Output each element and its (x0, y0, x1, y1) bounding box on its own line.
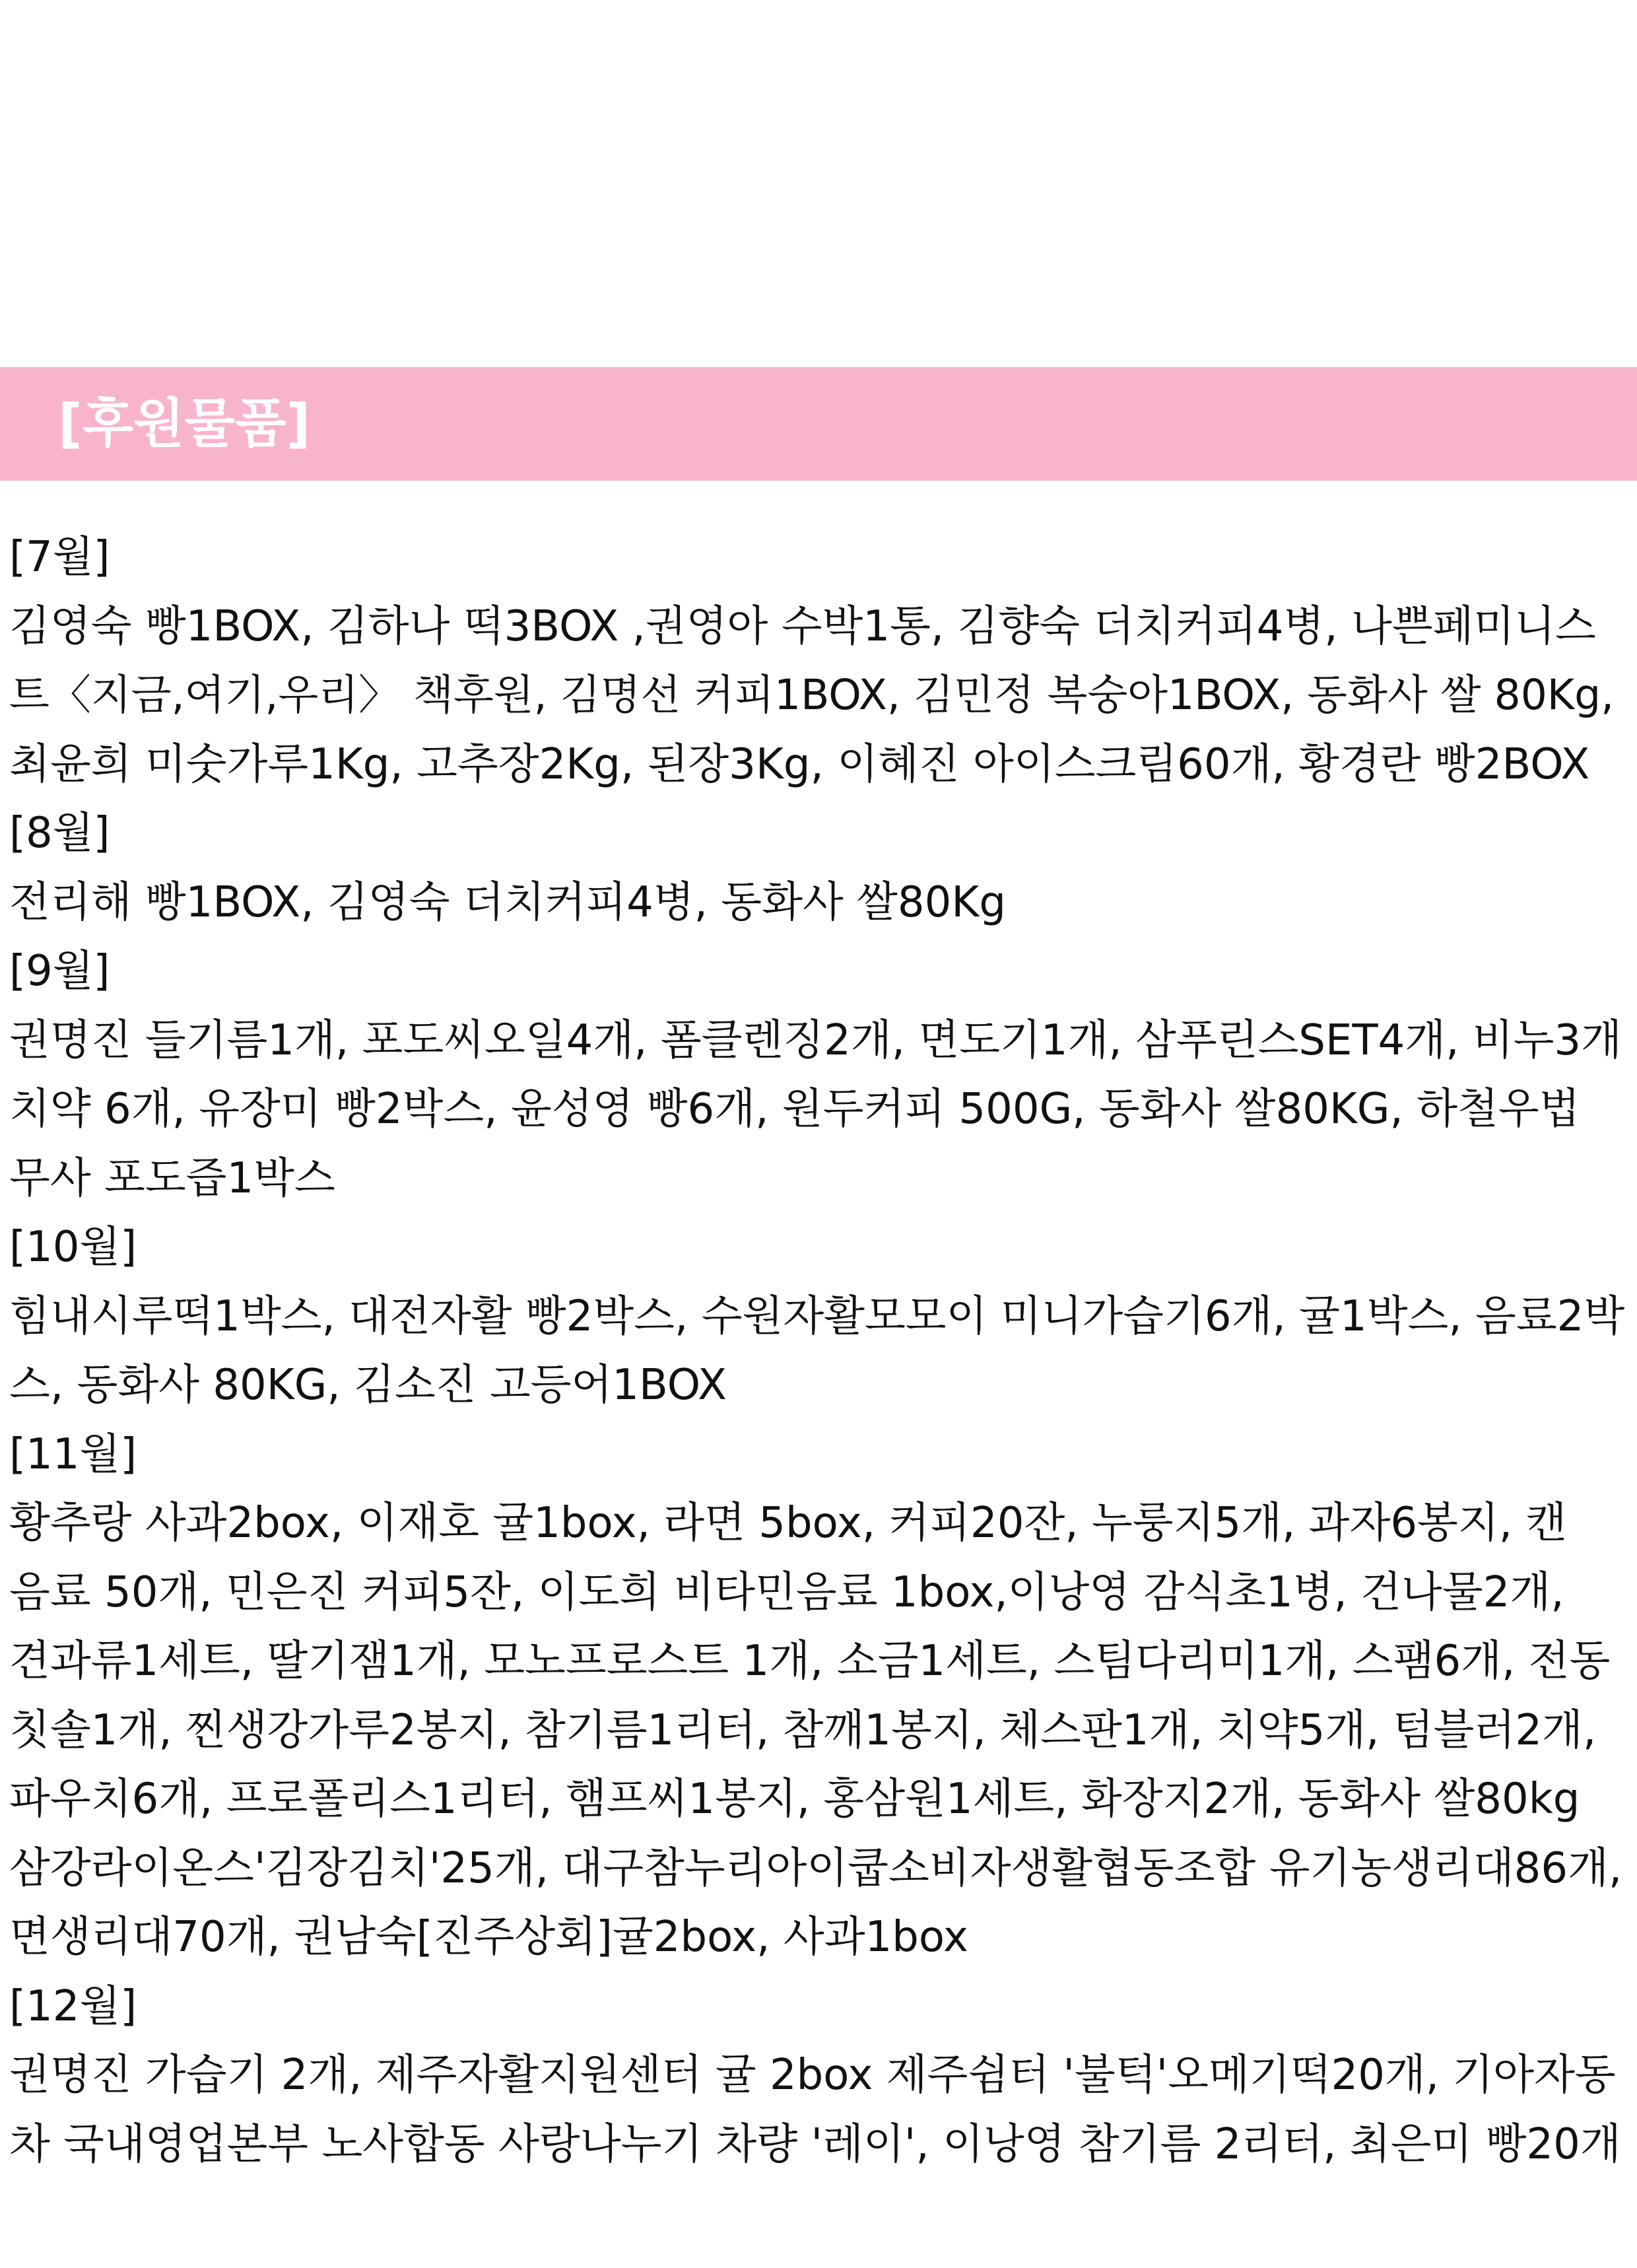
month-heading: [8월] (9, 809, 110, 858)
month-heading: [12월] (9, 1981, 137, 2031)
donation-line: 황추랑 사과2box, 이재호 귤1box, 라면 5box, 커피20잔, 누룽지5개, 과자6봉지, 캔 (9, 1499, 1567, 1548)
month-block-august (9, 799, 1626, 937)
donation-line: 스, 동화사 80KG, 김소진 고등어1BOX (9, 1361, 727, 1410)
month-heading: [7월] (9, 533, 110, 582)
month-block-july (9, 523, 1626, 799)
donation-line: 트〈지금,여기,우리〉 책후원, 김명선 커피1BOX, 김민정 복숭아1BOX, 동화사 쌀 80Kg, (9, 671, 1615, 719)
month-block-november (9, 1420, 1626, 1972)
month-heading: [10월] (9, 1223, 137, 1272)
donation-line: 견과류1세트, 딸기잼1개, 모노프로스트 1개, 소금1세트, 스팀다리미1개, 스팸6개, 전동 (9, 1637, 1611, 1686)
month-block-september (9, 937, 1626, 1213)
donation-line: 권명진 들기름1개, 포도씨오일4개, 폼클렌징2개, 면도기1개, 삼푸린스SET4개, 비누3개 (9, 1015, 1622, 1065)
donation-line: 권명진 가습기 2개, 제주자활지원센터 귤 2box 제주쉼터 '불턱'오메기떡20개, 기아자동 (9, 2051, 1616, 2100)
donation-line: 전리해 빵1BOX, 김영숙 더치커피4병, 동화사 쌀80Kg (9, 877, 1006, 927)
donation-line: 면생리대70개, 권남숙[진주상회]귤2box, 사과1box (9, 1913, 968, 1962)
donation-line: 최윤희 미숫가루1Kg, 고추장2Kg, 된장3Kg, 이혜진 아이스크림60개, 황경란 빵2BOX (9, 739, 1590, 789)
section-title: [후원물품] (58, 393, 311, 454)
donation-line: 파우치6개, 프로폴리스1리터, 햄프씨1봉지, 홍삼원1세트, 화장지2개, 동화사 쌀80kg (9, 1775, 1580, 1824)
donation-line: 김영숙 빵1BOX, 김하나 떡3BOX ,권영아 수박1통, 김향숙 더치커피4병, 나쁜페미니스 (9, 601, 1596, 651)
donation-line: 음료 50개, 민은진 커피5잔, 이도희 비타민음료 1box,이낭영 감식초1병, 건나물2개, (9, 1567, 1564, 1617)
donation-line: 칫솔1개, 찐생강가루2봉지, 참기름1리터, 참깨1봉지, 체스판1개, 치약5개, 텀블러2개, (9, 1705, 1597, 1755)
donation-line: 힘내시루떡1박스, 대전자활 빵2박스, 수원자활모모이 미니가습기6개, 귤1박스, 음료2박 (9, 1291, 1625, 1341)
month-heading: [9월] (9, 947, 110, 996)
donation-line: 치약 6개, 유장미 빵2박스, 윤성영 빵6개, 원두커피 500G, 동화사 쌀80KG, 하철우법 (9, 1085, 1580, 1134)
section-banner (0, 367, 1637, 481)
donation-line: 무사 포도즙1박스 (9, 1153, 335, 1203)
donation-line: 차 국내영업본부 노사합동 사랑나누기 차량 '레이', 이낭영 참기름 2리터, 최은미 빵20개 (9, 2119, 1621, 2169)
donation-line: 삼강라이온스'김장김치'25개, 대구참누리아이쿱소비자생활협동조합 유기농생리대86개, (9, 1843, 1622, 1893)
donation-list (9, 523, 1626, 2179)
month-block-december (9, 1972, 1626, 2180)
month-block-october (9, 1213, 1626, 1420)
month-heading: [11월] (9, 1429, 137, 1479)
